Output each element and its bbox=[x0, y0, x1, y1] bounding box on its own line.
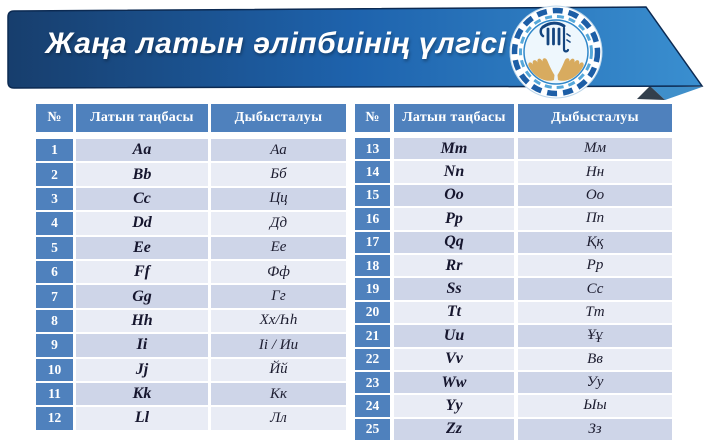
table-header bbox=[355, 104, 672, 132]
column-header-pronunciation: Дыбысталуы bbox=[211, 104, 346, 132]
latin-letter: Bb bbox=[76, 163, 208, 185]
row-number: 24 bbox=[355, 395, 390, 416]
row-number: 15 bbox=[355, 185, 390, 206]
latin-letter: Ss bbox=[394, 278, 514, 299]
pronunciation: Фф bbox=[211, 261, 346, 283]
table-row bbox=[36, 212, 346, 234]
table-body bbox=[36, 139, 346, 430]
latin-letter: Vv bbox=[394, 349, 514, 370]
column-header-number: № bbox=[355, 104, 390, 132]
table-row bbox=[355, 138, 672, 159]
row-number: 18 bbox=[355, 255, 390, 276]
pronunciation: Зз bbox=[518, 419, 672, 440]
pronunciation: Ыы bbox=[518, 395, 672, 416]
row-number: 16 bbox=[355, 208, 390, 229]
latin-letter: Dd bbox=[76, 212, 208, 234]
latin-letter: Aa bbox=[76, 139, 208, 161]
alphabet-table-left bbox=[36, 104, 346, 432]
latin-letter: Hh bbox=[76, 310, 208, 332]
pronunciation: Тт bbox=[518, 302, 672, 323]
pronunciation: Кк bbox=[211, 383, 346, 405]
table-row bbox=[355, 419, 672, 440]
pronunciation: Уу bbox=[518, 372, 672, 393]
row-number: 19 bbox=[355, 278, 390, 299]
pronunciation: Хх/Һһ bbox=[211, 310, 346, 332]
pronunciation: Ққ bbox=[518, 232, 672, 253]
row-number: 25 bbox=[355, 419, 390, 440]
org-logo bbox=[510, 6, 602, 98]
pronunciation: Бб bbox=[211, 163, 346, 185]
table-row bbox=[355, 232, 672, 253]
row-number: 10 bbox=[36, 359, 73, 381]
row-number: 8 bbox=[36, 310, 73, 332]
table-row bbox=[36, 310, 346, 332]
row-number: 9 bbox=[36, 334, 73, 356]
latin-letter: Gg bbox=[76, 285, 208, 307]
pronunciation: Пп bbox=[518, 208, 672, 229]
table-body bbox=[355, 138, 672, 440]
table-row bbox=[355, 185, 672, 206]
table-row bbox=[36, 237, 346, 259]
row-number: 4 bbox=[36, 212, 73, 234]
latin-letter: Kk bbox=[76, 383, 208, 405]
row-number: 14 bbox=[355, 161, 390, 182]
page-title: Жаңа латын әліпбиінің үлгісі bbox=[45, 27, 507, 60]
pronunciation: Оо bbox=[518, 185, 672, 206]
table-row bbox=[36, 188, 346, 210]
row-number: 20 bbox=[355, 302, 390, 323]
row-number: 2 bbox=[36, 163, 73, 185]
table-row bbox=[36, 407, 346, 429]
table-row bbox=[355, 208, 672, 229]
column-header-latin: Латын таңбасы bbox=[394, 104, 514, 132]
latin-letter: Oo bbox=[394, 185, 514, 206]
pronunciation: Рр bbox=[518, 255, 672, 276]
latin-letter: Jj bbox=[76, 359, 208, 381]
table-row bbox=[355, 255, 672, 276]
latin-letter: Uu bbox=[394, 325, 514, 346]
column-header-pronunciation: Дыбысталуы bbox=[518, 104, 672, 132]
latin-letter: Ff bbox=[76, 261, 208, 283]
pronunciation: Йй bbox=[211, 359, 346, 381]
latin-letter: Zz bbox=[394, 419, 514, 440]
row-number: 22 bbox=[355, 349, 390, 370]
table-row bbox=[355, 395, 672, 416]
pronunciation: Сс bbox=[518, 278, 672, 299]
table-row bbox=[36, 139, 346, 161]
table-row bbox=[36, 334, 346, 356]
latin-letter: Yy bbox=[394, 395, 514, 416]
latin-letter: Ee bbox=[76, 237, 208, 259]
table-row bbox=[355, 278, 672, 299]
latin-letter: Cc bbox=[76, 188, 208, 210]
pronunciation: Аа bbox=[211, 139, 346, 161]
pronunciation: Лл bbox=[211, 407, 346, 429]
table-row bbox=[36, 261, 346, 283]
table-header bbox=[36, 104, 346, 132]
row-number: 7 bbox=[36, 285, 73, 307]
row-number: 1 bbox=[36, 139, 73, 161]
pronunciation: Іі / Ии bbox=[211, 334, 346, 356]
latin-letter: Mm bbox=[394, 138, 514, 159]
alphabet-table-right bbox=[355, 104, 672, 442]
pronunciation: Нн bbox=[518, 161, 672, 182]
logo-inner-disc bbox=[524, 20, 588, 84]
latin-letter: Qq bbox=[394, 232, 514, 253]
pronunciation: Ұұ bbox=[518, 325, 672, 346]
row-number: 5 bbox=[36, 237, 73, 259]
table-row bbox=[36, 359, 346, 381]
row-number: 6 bbox=[36, 261, 73, 283]
row-number: 12 bbox=[36, 407, 73, 429]
latin-letter: Pp bbox=[394, 208, 514, 229]
row-number: 3 bbox=[36, 188, 73, 210]
table-row bbox=[36, 285, 346, 307]
row-number: 11 bbox=[36, 383, 73, 405]
row-number: 13 bbox=[355, 138, 390, 159]
pronunciation: Ее bbox=[211, 237, 346, 259]
table-row bbox=[355, 325, 672, 346]
table-row bbox=[355, 349, 672, 370]
latin-letter: Nn bbox=[394, 161, 514, 182]
table-row bbox=[36, 383, 346, 405]
latin-letter: Tt bbox=[394, 302, 514, 323]
pronunciation: Цц bbox=[211, 188, 346, 210]
latin-letter: Ll bbox=[76, 407, 208, 429]
latin-letter: Rr bbox=[394, 255, 514, 276]
pronunciation: Мм bbox=[518, 138, 672, 159]
pronunciation: Вв bbox=[518, 349, 672, 370]
table-row bbox=[355, 161, 672, 182]
row-number: 17 bbox=[355, 232, 390, 253]
table-row bbox=[355, 372, 672, 393]
pronunciation: Гг bbox=[211, 285, 346, 307]
pronunciation: Дд bbox=[211, 212, 346, 234]
column-header-latin: Латын таңбасы bbox=[76, 104, 208, 132]
row-number: 21 bbox=[355, 325, 390, 346]
table-row bbox=[355, 302, 672, 323]
table-row bbox=[36, 163, 346, 185]
latin-letter: Ii bbox=[76, 334, 208, 356]
column-header-number: № bbox=[36, 104, 73, 132]
latin-letter: Ww bbox=[394, 372, 514, 393]
row-number: 23 bbox=[355, 372, 390, 393]
